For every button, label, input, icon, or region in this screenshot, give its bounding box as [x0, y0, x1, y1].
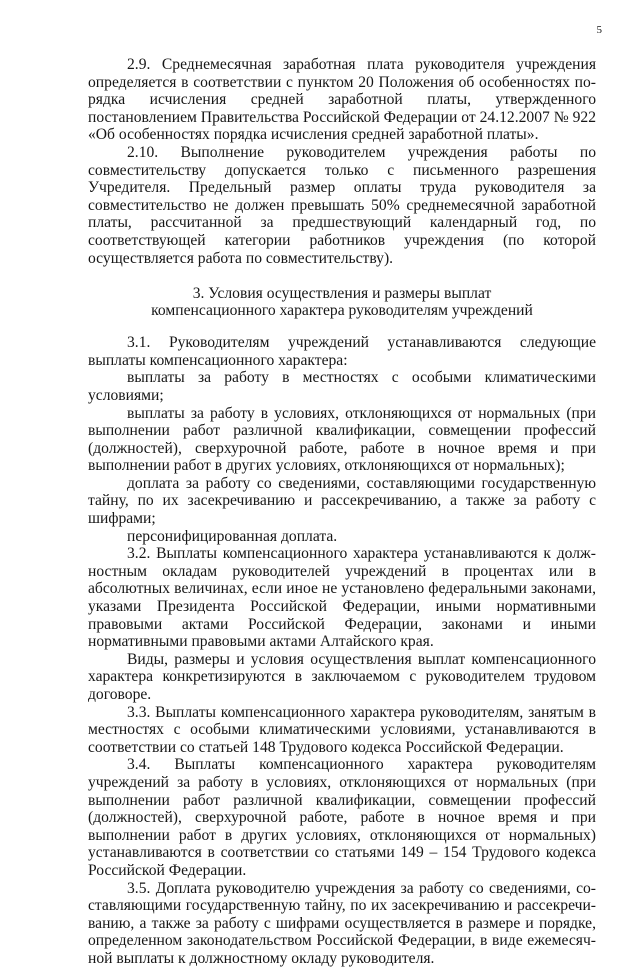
paragraph-3-1: 3.1. Руководителям учреждений устанавливаются следующие выплаты компенсационного характера: — [88, 334, 596, 369]
list-item-abnormal-conditions: выплаты за работу в условиях, отклоняющихся от нормальных (при выполнении работ различной квалификации, совмещении профессий (должностей), сверхурочной работе, работе в ночное время и при выполнении работ в других условиях, отклоняющихся от нормальных); — [88, 404, 596, 475]
paragraph-types-of-payments: Виды, размеры и условия осуществления выплат компенсационного характера конкретизируются в заключаемом с руководителем трудовом договоре. — [88, 650, 596, 703]
paragraph-3-3: 3.3. Выплаты компенсационного характера руководителям, занятым в местностях с особыми климатическими условиями, устанавливаются в соответствии со статьей 148 Трудового кодекса Российской Федерации. — [88, 703, 596, 756]
paragraph-2-10: 2.10. Выполнение руководителем учреждения работы по совместительству допускается только с письменного разрешения Учредителя. Предельный размер оплаты труда руководителя за совместительство не должен превышать 50% среднемесячной заработной платы, рассчитанной за предшествующий календарный год, по соответствующей категории работников учреждения (по которой осуществляется работа по совместительству). — [88, 143, 596, 267]
list-item-state-secret: доплата за работу со сведениями, составляющими государственную тайну, по их засекречиванию и рассекречиванию, а также за работу с шифрами; — [88, 474, 596, 528]
document-body — [88, 56, 596, 968]
list-item-personified-bonus: персонифицированная доплата. — [127, 527, 338, 545]
section-title-line-1: 3. Условия осуществления и размеры выплат — [192, 285, 492, 303]
paragraph-3-2: 3.2. Выплаты компенсационного характера устанавливаются к должностным окладам руководителей учреждений в процентах или в абсолютных величинах, если иное не установлено федеральными законами, указами Президента Российской Федерации, иными нормативными правовыми актами Российской Федерации, законами и иными нормативными правовыми актами Алтайского края. — [88, 545, 596, 651]
paragraph-3-4: 3.4. Выплаты компенсационного характера руководителям учреждений за работу в условиях, отклоняющихся от нормальных (при выполнении работ различной квалификации, совмещении профессий (должностей), сверхурочной работе, работе в ночное время и при выполнении работ в других условиях, отклоняющихся от нормальных) устанавливаются в соответствии со статьями 149 – 154 Трудового кодекса Российской Федерации. — [88, 756, 596, 879]
paragraph-2-9: 2.9. Среднемесячная заработная плата руководителя учреждения определяется в соответствии с пунктом 20 Положения об особенностях порядка исчисления средней заработной платы, утвержденного постановлением Правительства Российской Федерации от 24.12.2007 № 922 «Об особенностях порядка исчисления средней заработной платы». — [88, 56, 596, 144]
list-item-climatic-conditions: выплаты за работу в местностях с особыми климатическими условиями; — [88, 369, 596, 404]
section-3-title — [88, 286, 596, 319]
page-number: 5 — [596, 24, 602, 36]
paragraph-3-5: 3.5. Доплата руководителю учреждения за работу со сведениями, составляющими государственную тайну, по их засекречиванию и рассекречиванию, а также за работу с шифрами осуществляется в размере и порядке, определенном законодательством Российской Федерации, в виде ежемесячной выплаты к должностному окладу руководителя. — [88, 879, 596, 967]
section-title-line-2: компенсационного характера руководителям учреждений — [151, 301, 533, 319]
